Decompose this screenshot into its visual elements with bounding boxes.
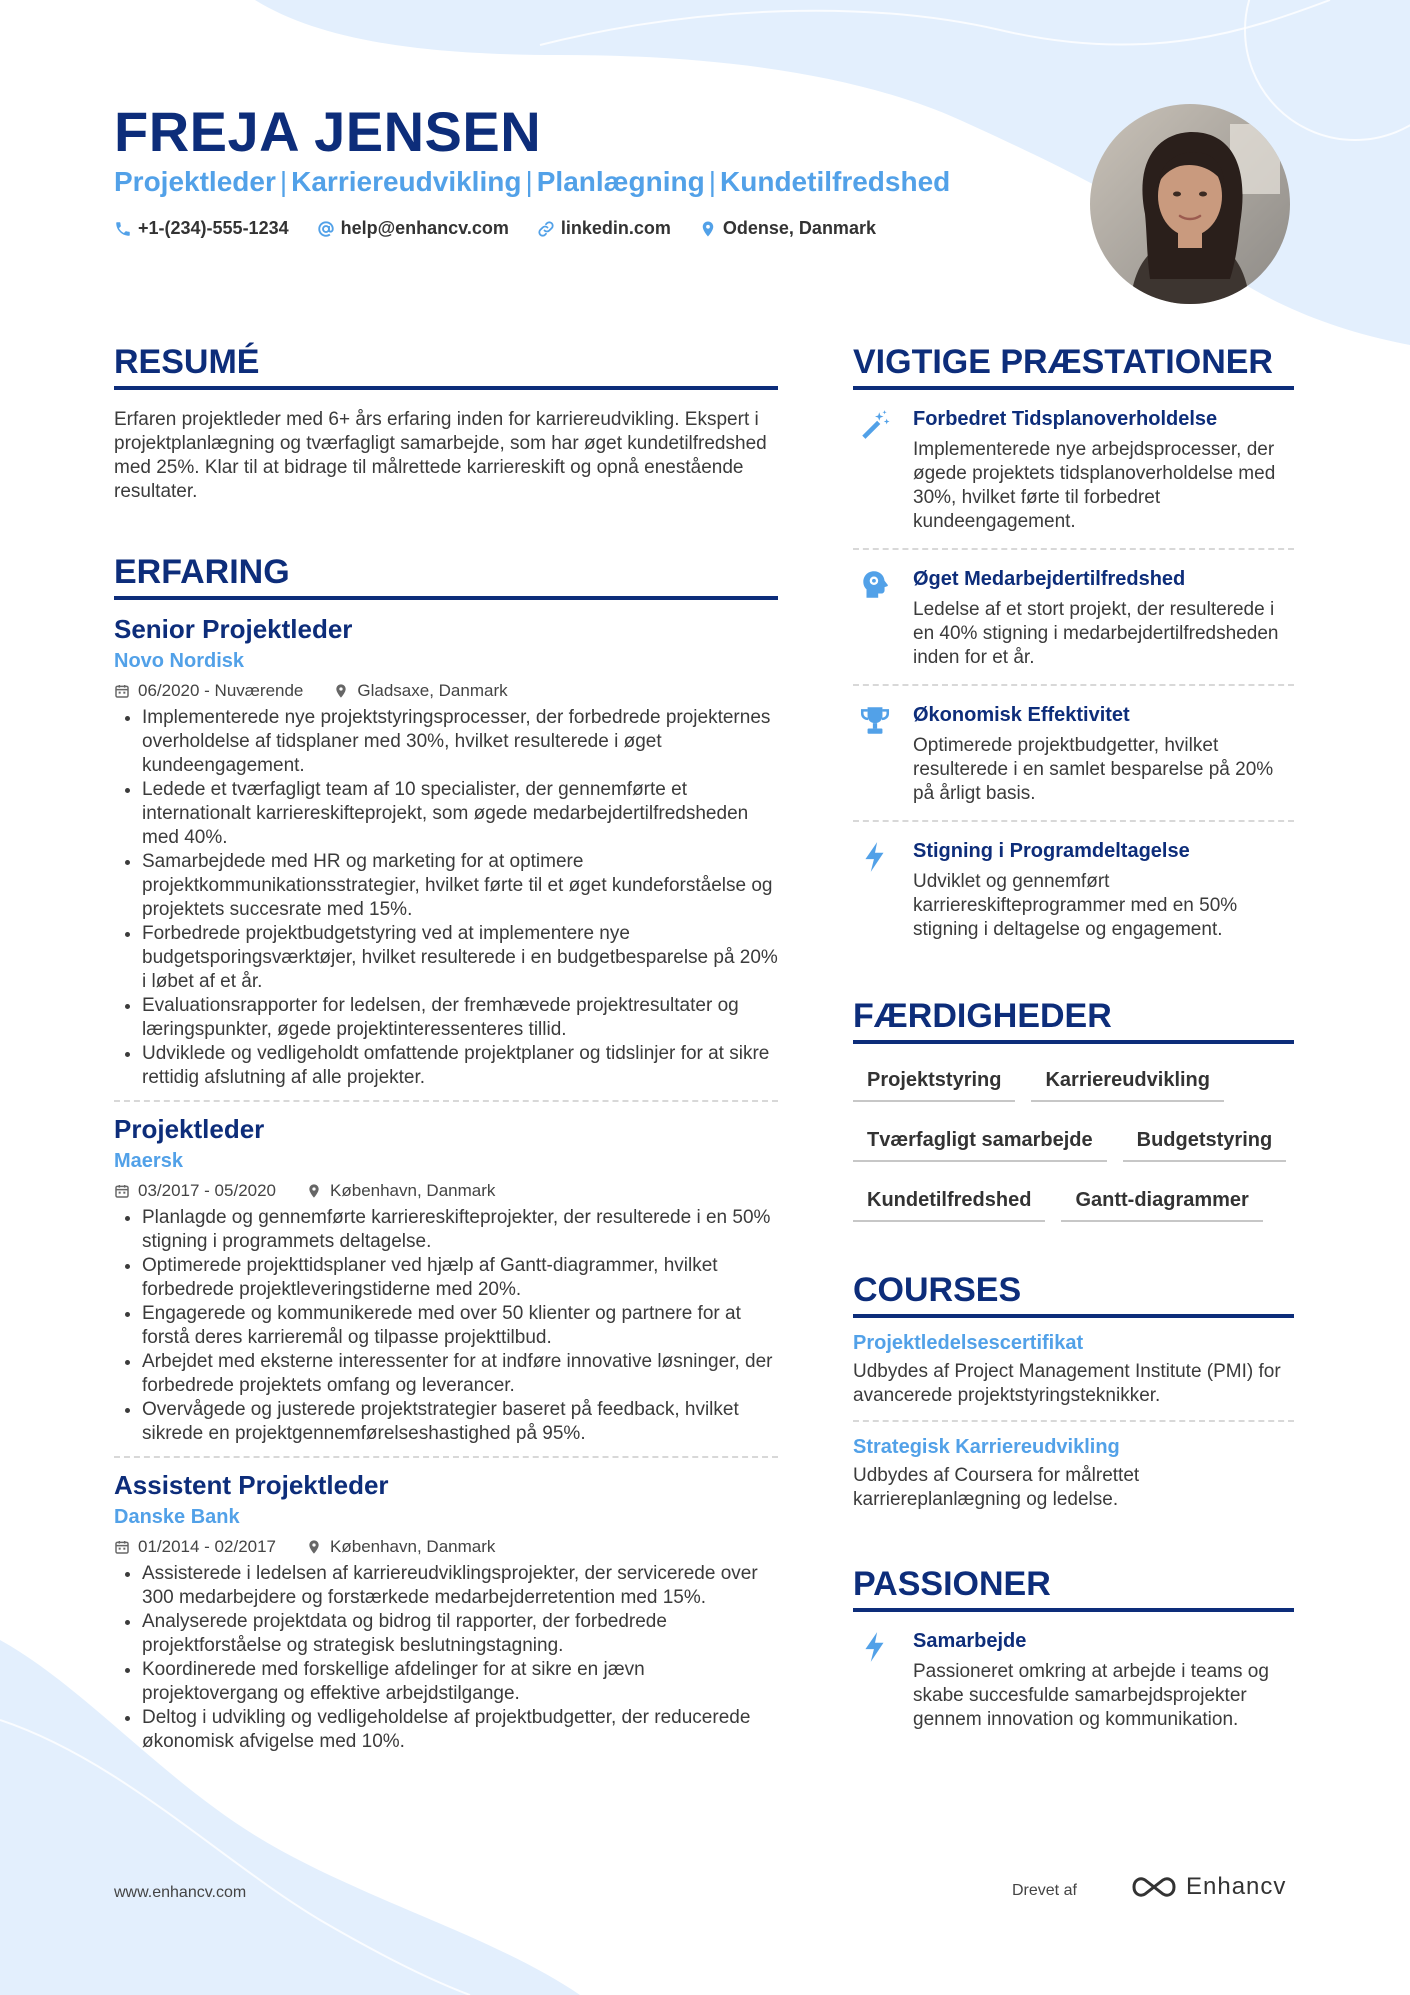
- job-title: Projektleder: [114, 1114, 265, 1144]
- job-title: Assistent Projektleder: [114, 1470, 389, 1500]
- achievement-item: [853, 684, 1294, 820]
- bullet-item: • Engagerede og kommunikerede med over 50 klienter og partnere for at forstå deres karrieremål og tilpasse projekttilbud.: [142, 1302, 778, 1350]
- skill-tag: Kundetilfredshed: [853, 1182, 1045, 1222]
- course-item: [853, 1318, 1294, 1420]
- skills-section: [853, 996, 1294, 1222]
- calendar-icon: [114, 1183, 130, 1199]
- candidate-name: FREJA JENSEN: [114, 100, 542, 163]
- contact-linkedin[interactable]: [537, 218, 671, 239]
- tagline-item: Karriereudvikling: [291, 166, 522, 197]
- link-icon: [537, 220, 555, 238]
- passions-section: [853, 1564, 1294, 1746]
- skill-tag: Gantt-diagrammer: [1061, 1182, 1262, 1222]
- tagline-separator: |: [279, 166, 288, 197]
- job-dates-text: 01/2014 - 02/2017: [138, 1537, 277, 1556]
- job-meta: [114, 1536, 778, 1558]
- job-entry: [114, 1456, 778, 1764]
- job-dates: [114, 1536, 276, 1558]
- achievement-title: Øget Medarbejdertilfredshed: [913, 568, 1186, 590]
- bullet-item: • Planlagde og gennemførte karriereskifteprojekter, der resulterede i en 50% stigning i programmets deltagelse.: [142, 1206, 778, 1254]
- section-title: FÆRDIGHEDER: [853, 997, 1112, 1035]
- tagline: [114, 164, 950, 200]
- bullet-item: • Ledede et tværfagligt team af 10 specialister, der gennemførte et internationalt karriereskifteprojekt, som øgede medarbejdertilfredsheden med 40%.: [142, 778, 778, 850]
- bullet-item: • Deltog i udvikling og vedligeholdelse af projektbudgetter, der reducerede økonomisk afvigelse med 10%.: [142, 1706, 778, 1754]
- job-dates-text: 03/2017 - 05/2020: [138, 1181, 277, 1200]
- job-bullets: [114, 1206, 778, 1446]
- magic-wand-icon: [858, 408, 892, 442]
- linkedin-text: linkedin.com: [560, 218, 671, 238]
- achievements-section: [853, 342, 1294, 956]
- achievement-desc: Implementerede nye arbejdsprocesser, der øgede projektets tidsplanoverholdelse med 30%, hvilket førte til forbedret kundeengagement.: [913, 439, 1276, 532]
- email-text: help@enhancv.com: [340, 218, 509, 238]
- enhancv-logo-text: Enhancv: [1186, 1873, 1287, 1900]
- enhancv-logo-icon: [1130, 1872, 1178, 1902]
- achievement-title: Stigning i Programdeltagelse: [913, 840, 1190, 862]
- job-dates: [114, 680, 303, 702]
- company-name: Novo Nordisk: [114, 650, 245, 672]
- footer-powered-by: Drevet af: [1012, 1882, 1077, 1899]
- contact-email[interactable]: [317, 218, 509, 239]
- achievement-desc: Udviklet og gennemført karriereskifteprogrammer med en 50% stigning i deltagelse og engagement.: [913, 871, 1238, 940]
- job-dates-text: 06/2020 - Nuværende: [138, 681, 304, 700]
- bullet-item: • Optimerede projekttidsplaner ved hjælp af Gantt-diagrammer, hvilket forbedrede projektleveringstiderne med 20%.: [142, 1254, 778, 1302]
- experience-section: [114, 552, 778, 1764]
- phone-icon: [114, 220, 132, 238]
- bullet-item: • Analyserede projektdata og bidrog til rapporter, der forbedrede projektforståelse og strategisk beslutningstagning.: [142, 1610, 778, 1658]
- bullet-item: • Koordinerede med forskellige afdelinger for at sikre en jævn projektovergang og effektive arbejdstilgange.: [142, 1658, 778, 1706]
- job-dates: [114, 1180, 276, 1202]
- course-title: Strategisk Karriereudvikling: [853, 1436, 1120, 1458]
- left-column: [114, 342, 778, 1764]
- tagline-item: Kundetilfredshed: [720, 166, 951, 197]
- course-item: [853, 1420, 1294, 1524]
- bullet-item: • Overvågede og justerede projektstrategier baseret på feedback, hvilket sikrede en projektgennemførelseshastighed på 95%.: [142, 1398, 778, 1446]
- job-bullets: [114, 706, 778, 1090]
- right-column: [853, 342, 1294, 1746]
- job-entry: [114, 612, 778, 1100]
- bullet-item: • Evaluationsrapporter for ledelsen, der fremhævede projektresultater og læringspunkter, øgede projektinteressenteres tillid.: [142, 994, 778, 1042]
- skill-tag: Tværfagligt samarbejde: [853, 1122, 1107, 1162]
- footer-url[interactable]: www.enhancv.com: [114, 1884, 247, 1901]
- skill-tag: Karriereudvikling: [1031, 1062, 1224, 1102]
- achievement-desc: Optimerede projektbudgetter, hvilket resulterede i en samlet besparelse på 20% på årligt basis.: [913, 735, 1274, 804]
- phone-text: +1-(234)-555-1234: [138, 218, 289, 238]
- job-location-text: Gladsaxe, Danmark: [357, 681, 508, 700]
- lightning-icon: [858, 840, 892, 874]
- profile-photo: [1090, 104, 1290, 304]
- job-bullets: [114, 1562, 778, 1754]
- contact-bar: [114, 218, 876, 239]
- job-meta: [114, 680, 778, 702]
- passion-desc: Passioneret omkring at arbejde i teams og skabe succesfulde samarbejdsprojekter gennem innovation og kommunikation.: [913, 1661, 1269, 1730]
- calendar-icon: [114, 1539, 130, 1555]
- achievement-title: Forbedret Tidsplanoverholdelse: [913, 408, 1218, 430]
- bullet-item: • Samarbejdede med HR og marketing for at optimere projektkommunikationsstrategier, hvilket førte til et øget kundeforståelse og projektets succesrate med 15%.: [142, 850, 778, 922]
- section-title: PASSIONER: [853, 1565, 1051, 1603]
- job-location: [306, 1536, 495, 1558]
- company-name: Danske Bank: [114, 1506, 240, 1528]
- lightning-icon: [858, 1630, 892, 1664]
- courses-section: [853, 1270, 1294, 1524]
- job-location-text: København, Danmark: [330, 1537, 496, 1556]
- passion-item: [853, 1612, 1294, 1746]
- at-icon: [317, 220, 335, 238]
- achievement-item: [853, 390, 1294, 548]
- job-meta: [114, 1180, 778, 1202]
- skills-list: [853, 1062, 1294, 1222]
- bullet-item: • Arbejdet med eksterne interessenter for at indføre innovative løsninger, der forbedrede projektets omfang og leverancer.: [142, 1350, 778, 1398]
- job-entry: [114, 1100, 778, 1456]
- achievement-desc: Ledelse af et stort projekt, der resulterede i en 40% stigning i medarbejdertilfredsheden inden for et år.: [913, 599, 1279, 668]
- calendar-icon: [114, 683, 130, 699]
- location-text: Odense, Danmark: [722, 218, 876, 238]
- course-desc: Udbydes af Coursera for målrettet karriereplanlægning og ledelse.: [853, 1465, 1140, 1510]
- section-title: RESUMÉ: [114, 343, 260, 381]
- enhancv-logo[interactable]: [1130, 1872, 1286, 1902]
- section-title: VIGTIGE PRÆSTATIONER: [853, 343, 1273, 381]
- contact-phone[interactable]: [114, 218, 289, 239]
- job-location-text: København, Danmark: [330, 1181, 496, 1200]
- summary-section: [114, 342, 778, 504]
- head-icon: [858, 568, 892, 602]
- tagline-item: Projektleder: [114, 166, 276, 197]
- bullet-item: • Assisterede i ledelsen af karriereudviklingsprojekter, der servicerede over 300 medarbejdere og forstærkede medarbejderretention med 15%.: [142, 1562, 778, 1610]
- skill-tag: Projektstyring: [853, 1062, 1015, 1102]
- location-pin-icon: [306, 1183, 322, 1199]
- trophy-icon: [858, 704, 892, 738]
- tagline-item: Planlægning: [536, 166, 705, 197]
- achievement-item: [853, 820, 1294, 956]
- passion-title: Samarbejde: [913, 1630, 1027, 1652]
- location-pin-icon: [333, 683, 349, 699]
- section-title: COURSES: [853, 1271, 1022, 1309]
- summary-text: Erfaren projektleder med 6+ års erfaring inden for karriereudvikling. Ekspert i projektplanlægning og tværfagligt samarbejde, som har øget kundetilfredshed med 25%. Klar til at bidrage til målrettede karriereskift og opnå enestående resultater.: [114, 409, 767, 502]
- bullet-item: • Forbedrede projektbudgetstyring ved at implementere nye budgetsporingsværktøjer, hvilket resulterede i en budgetbesparelse på 20% i løbet af et år.: [142, 922, 778, 994]
- skill-tag: Budgetstyring: [1123, 1122, 1287, 1162]
- course-desc: Udbydes af Project Management Institute (PMI) for avancerede projektstyringsteknikker.: [853, 1361, 1281, 1406]
- section-title: ERFARING: [114, 553, 290, 591]
- section-divider: [853, 1040, 1294, 1044]
- job-location: [306, 1180, 495, 1202]
- location-pin-icon: [699, 220, 717, 238]
- section-divider: [114, 596, 778, 600]
- job-location: [333, 680, 507, 702]
- job-title: Senior Projektleder: [114, 614, 353, 644]
- section-divider: [114, 386, 778, 390]
- company-name: Maersk: [114, 1150, 183, 1172]
- contact-location: [699, 218, 876, 239]
- bullet-item: • Implementerede nye projektstyringsprocesser, der forbedrede projekternes overholdelse af tidsplaner med 30%, hvilket resulterede i øget kundeengagement.: [142, 706, 778, 778]
- course-title: Projektledelsescertifikat: [853, 1332, 1084, 1354]
- location-pin-icon: [306, 1539, 322, 1555]
- bullet-item: • Udviklede og vedligeholdt omfattende projektplaner og tidslinjer for at sikre rettidig afslutning af alle projekter.: [142, 1042, 778, 1090]
- achievement-title: Økonomisk Effektivitet: [913, 704, 1130, 726]
- tagline-separator: |: [525, 166, 533, 197]
- achievement-item: [853, 548, 1294, 684]
- tagline-separator: |: [708, 166, 717, 197]
